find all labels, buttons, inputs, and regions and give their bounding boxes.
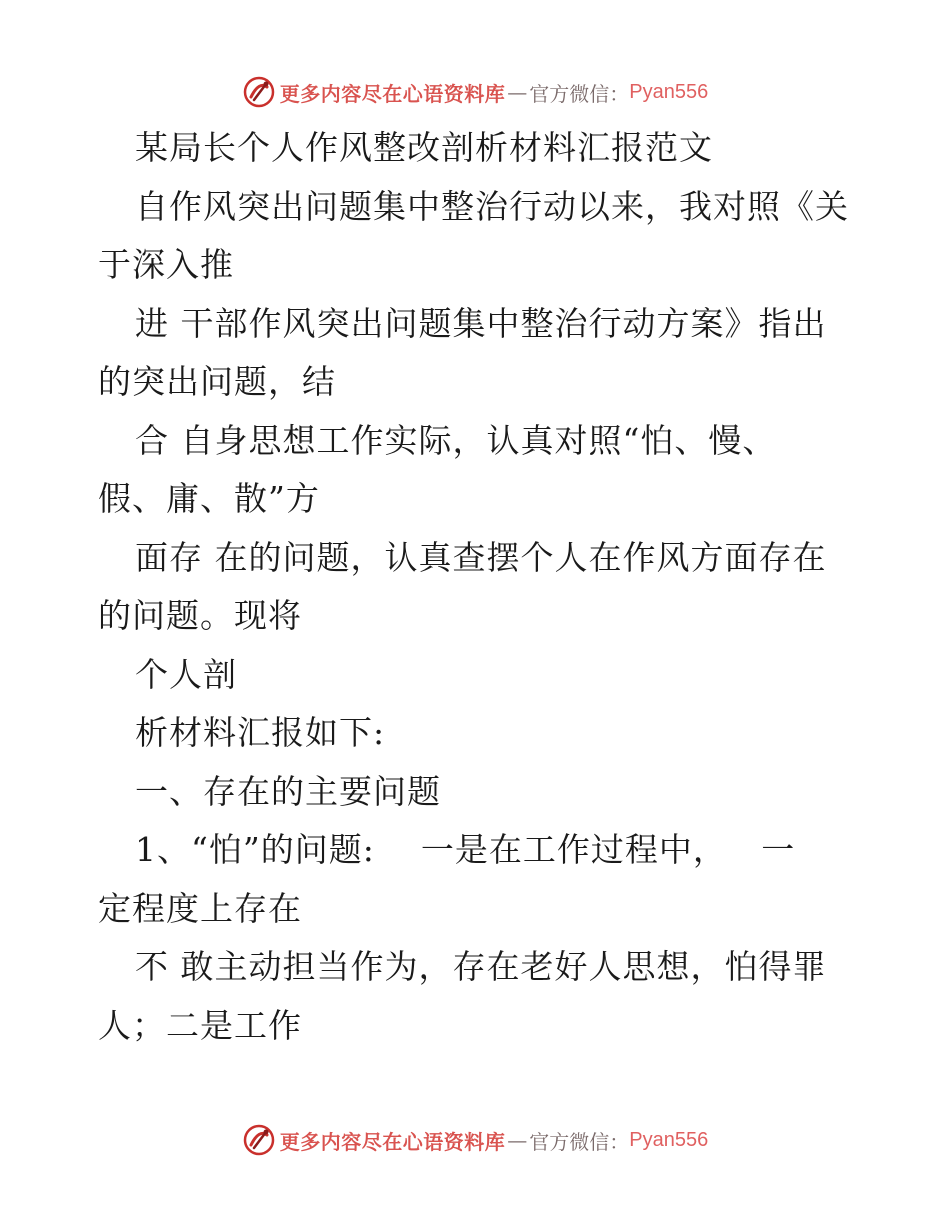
watermark-id: Pyan556: [629, 1128, 709, 1151]
text-line: 个人剖: [135, 654, 237, 694]
watermark-id: Pyan556: [629, 80, 709, 103]
document-title: 某局长个人作风整改剖析材料汇报范文: [135, 128, 713, 167]
text-line: 人；二是工作: [98, 1005, 302, 1045]
text-line: 不 敢主动担当作为，存在老好人思想，怕得罪: [135, 947, 827, 986]
header-watermark: [0, 72, 950, 112]
text-line: 析材料汇报如下:: [135, 713, 386, 752]
section-heading: 一、存在的主要问题: [135, 771, 441, 811]
text-line: 假、庸、散”方: [98, 479, 320, 518]
text-line: 的突出问题，结: [98, 362, 336, 401]
watermark-separator: —: [507, 1128, 528, 1152]
document-body: [98, 119, 858, 1055]
text-line: 1、“怕”的问题: 一是在工作过程中， 一: [135, 830, 796, 869]
text-line: 于深入推: [98, 245, 234, 284]
text-line: 进 干部作风突出问题集中整治行动方案》指出: [135, 303, 827, 343]
watermark-label: 官方微信：: [529, 1129, 630, 1154]
footer-watermark: [0, 1120, 950, 1160]
watermark-site-text: 更多内容尽在心语资料库: [279, 81, 506, 106]
watermark-site-text: 更多内容尽在心语资料库: [279, 1129, 506, 1154]
watermark-separator: —: [507, 80, 528, 104]
text-line: 面存 在的问题，认真查摆个人在作风方面存在: [135, 537, 827, 577]
text-line: 自作风突出问题集中整治行动以来，我对照《关: [135, 186, 849, 226]
text-line: 定程度上存在: [98, 888, 302, 928]
text-line: 合 自身思想工作实际，认真对照“怕、慢、: [135, 420, 777, 460]
text-line: 的问题。现将: [98, 596, 302, 635]
logo-icon: [242, 75, 276, 109]
logo-icon: [242, 1123, 276, 1157]
watermark-label: 官方微信：: [529, 81, 630, 106]
